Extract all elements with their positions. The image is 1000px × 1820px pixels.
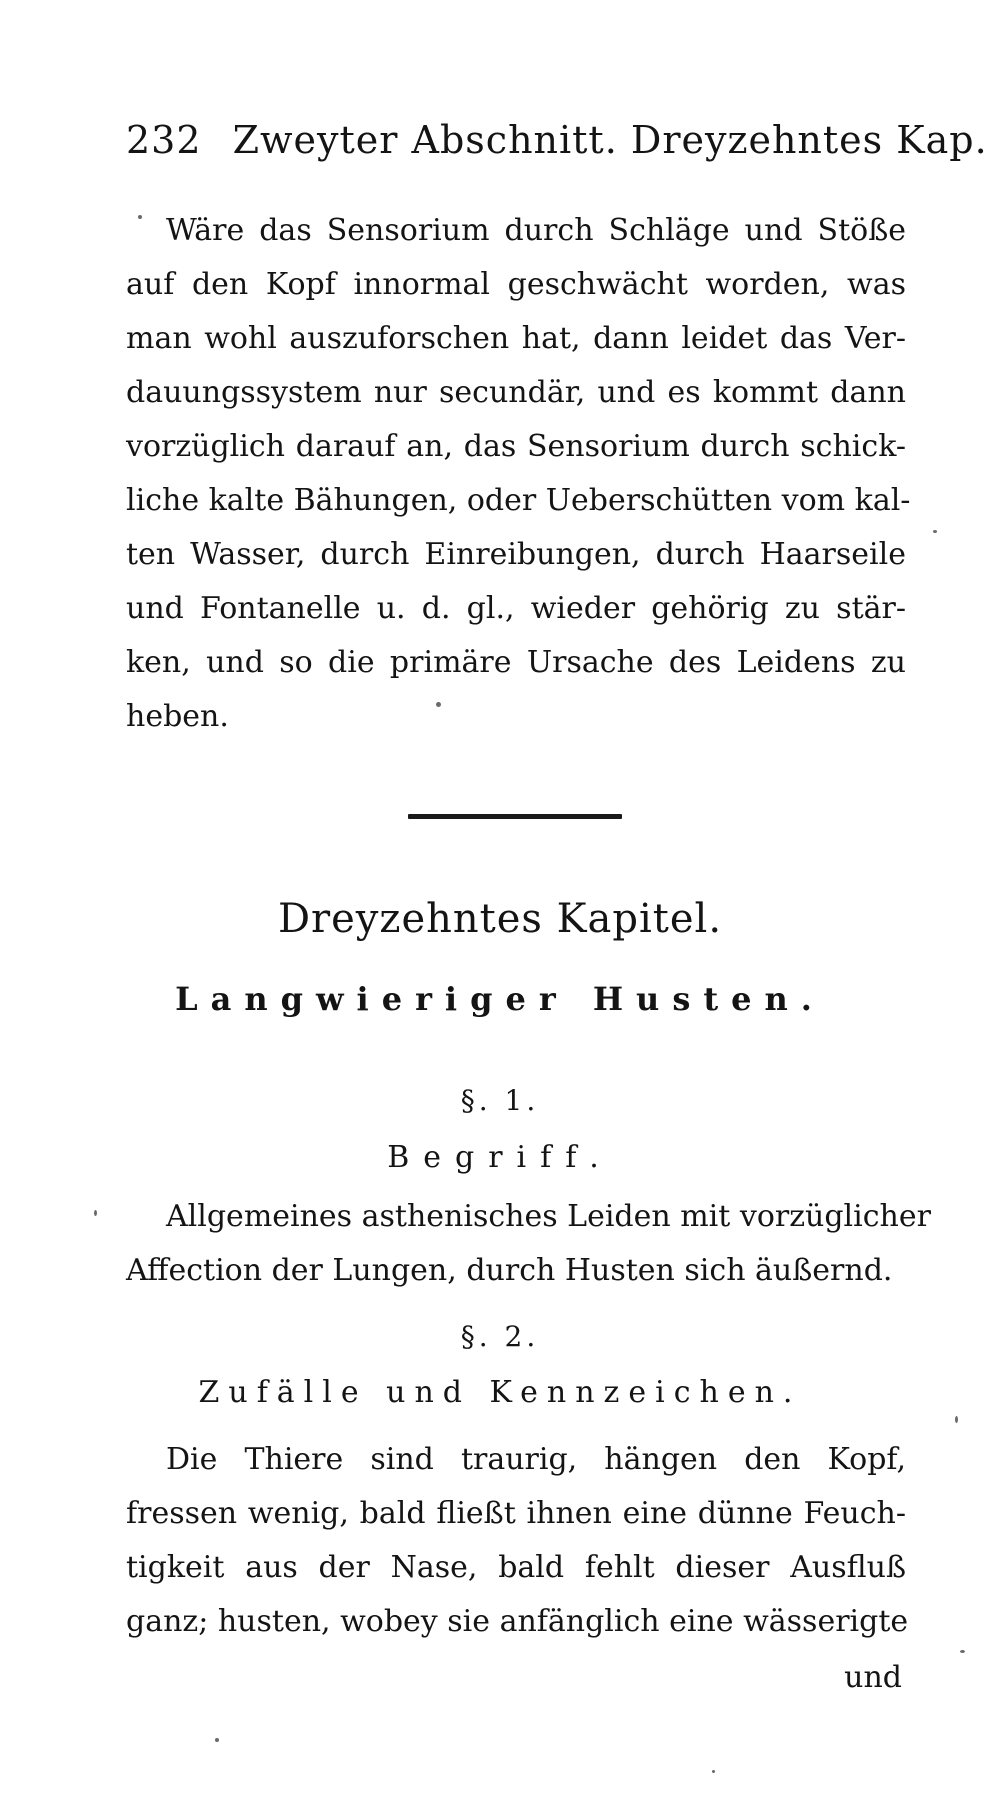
page-number: 232 [126,118,202,162]
section-2-text [126,1433,909,1649]
text-line: man wohl auszuforschen hat, dann leidet das Ver- [126,321,906,356]
scan-speck [215,1738,219,1742]
text-line: ten Wasser, durch Einreibungen, durch Haarseile [126,537,906,572]
text-line: tigkeit aus der Nase, bald fehlt dieser Ausfluß [126,1550,906,1585]
section-mark: §. 1. [460,1084,540,1117]
scan-speck [712,1770,715,1773]
text-line: Wäre das Sensorium durch Schläge und Stöße [166,213,906,248]
text-line: Die Thiere sind traurig, hängen den Kopf, [166,1442,906,1477]
text-line: vorzüglich darauf an, das Sensorium durch schick- [126,429,906,464]
text-line: liche kalte Bähungen, oder Ueberschütten vom kal- [126,483,911,518]
section-divider-rule [408,814,622,819]
section-1-text [126,1190,931,1298]
section-mark: §. 2. [460,1320,540,1353]
scan-speck [138,215,142,219]
text-line: ken, und so die primäre Ursache des Leidens zu [126,645,906,680]
text-line: ganz; husten, wobey sie anfänglich eine wässerigte [126,1604,909,1639]
text-line: Allgemeines asthenisches Leiden mit vorzüglicher [166,1199,931,1234]
text-line: heben. [126,699,229,734]
scan-speck [94,1210,97,1216]
text-line: fressen wenig, bald fließt ihnen eine dünne Feuch- [126,1496,906,1531]
text-line: auf den Kopf innormal geschwächt worden, was [126,267,906,302]
text-line: und Fontanelle u. d. gl., wieder gehörig zu stär- [126,591,906,626]
scan-speck [955,1416,958,1423]
scan-speck [960,1650,965,1653]
catchword: und [844,1660,902,1695]
text-line: dauungssystem nur secundär, und es kommt dann [126,375,906,410]
section-heading: Begriff. [387,1140,613,1175]
scan-speck [436,702,441,707]
chapter-title: Dreyzehntes Kapitel. [277,896,723,942]
running-title: Zweyter Abschnitt. Dreyzehntes Kap. [232,118,988,162]
paragraph-continuation [126,204,911,744]
text-line: Affection der Lungen, durch Husten sich äußernd. [126,1253,893,1288]
scan-speck [933,530,937,533]
running-header [126,118,988,162]
chapter-subtitle: Langwieriger Husten. [175,980,825,1018]
section-heading: Zufälle und Kennzeichen. [198,1375,802,1410]
